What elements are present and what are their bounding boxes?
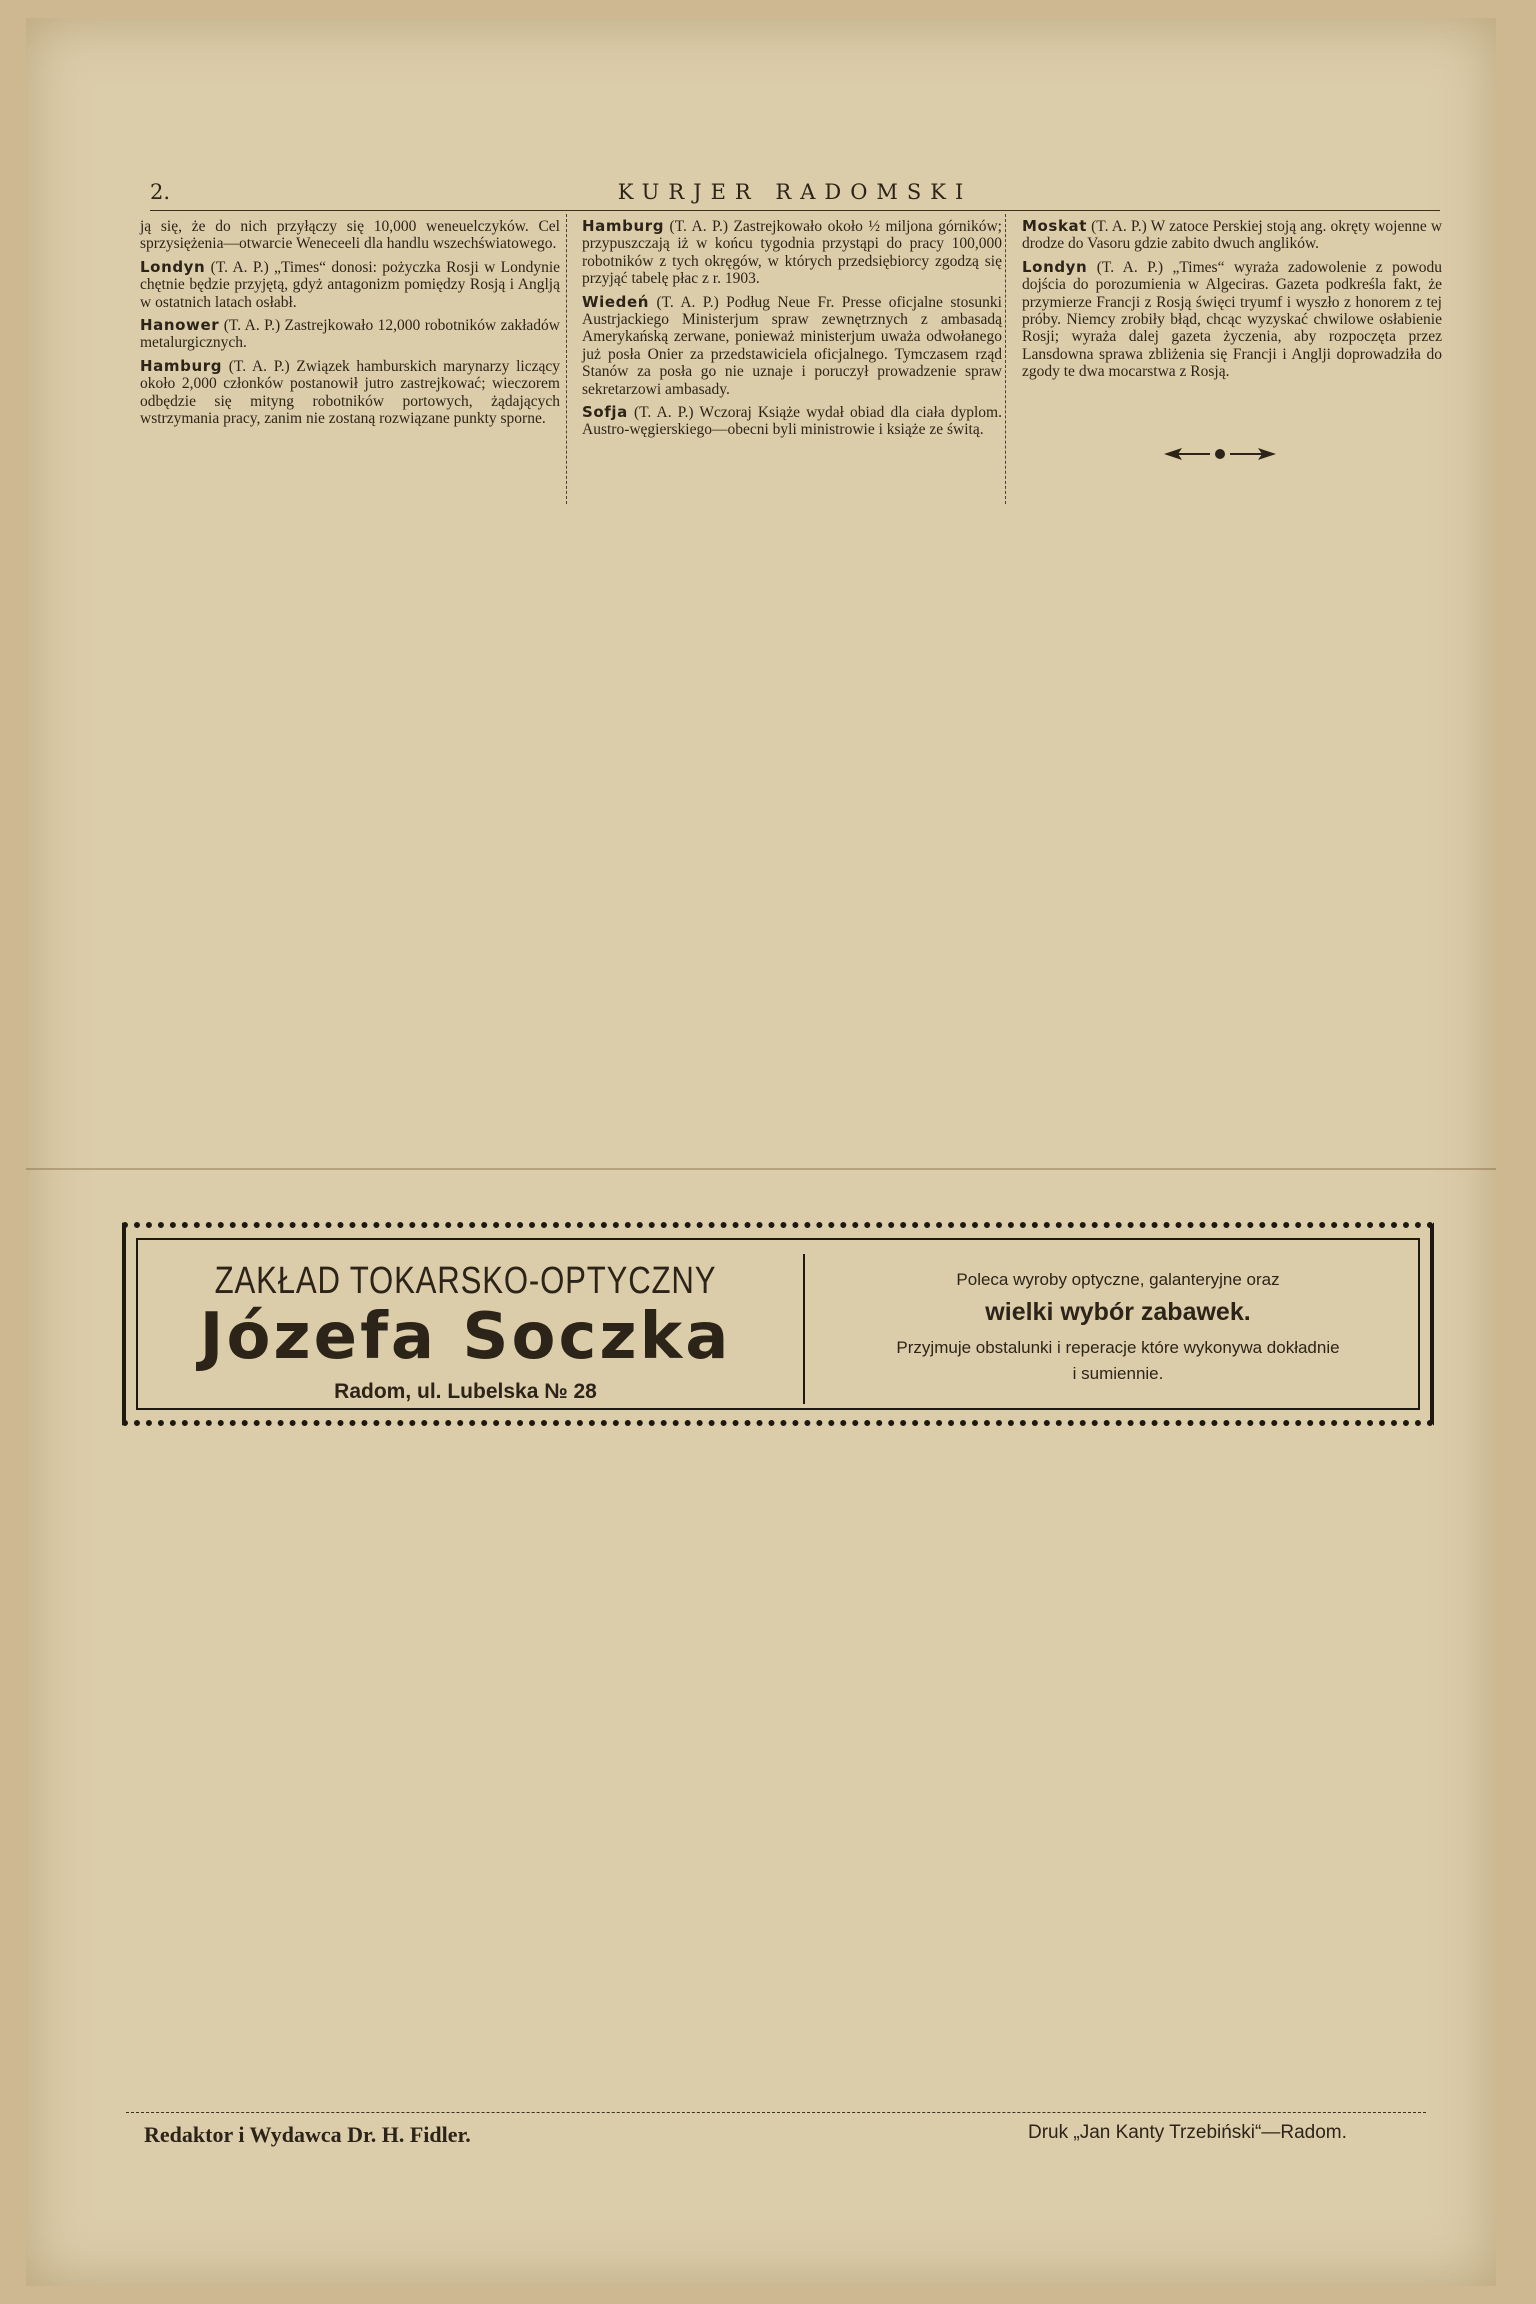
ad-right-panel: [818, 1240, 1418, 1408]
news-item-city: Hamburg: [140, 356, 223, 375]
news-item: [140, 358, 560, 428]
news-item-city: Londyn: [1022, 257, 1088, 276]
news-item-text: (T. A. P.) W zatoce Perskiej stoją ang. okręty wojenne w drodze do Vasoru gdzie zabito dwuch anglików.: [1022, 218, 1443, 253]
ad-business-name: Józefa Soczka: [199, 1300, 732, 1374]
news-item: [140, 259, 560, 311]
footer-editor: Redaktor i Wydawca Dr. H. Fidler.: [144, 2122, 471, 2147]
ad-divider: [803, 1254, 805, 1404]
ad-headline: ZAKŁAD TOKARSKO-OPTYCZNY: [214, 1260, 717, 1302]
ad-offer-line: Poleca wyroby optyczne, galanteryjne oraz: [956, 1270, 1280, 1289]
newspaper-title: KURJER RADOMSKI: [617, 180, 973, 204]
page-header: [150, 180, 1440, 211]
footer-rule: [126, 2112, 1426, 2113]
news-item: [582, 218, 1002, 288]
news-item: [582, 404, 1002, 439]
page-number: 2.: [150, 180, 171, 204]
news-item-city: Londyn: [140, 257, 206, 276]
news-column-3: [1022, 218, 1442, 387]
news-item-text: ją się, że do nich przyłączy się 10,000 weneuelczyków. Cel sprzysiężenia—otwarcie Weneceeli dla handlu wszechświatowego.: [140, 218, 560, 253]
news-column-1: [140, 218, 560, 433]
news-item-city: Moskat: [1022, 217, 1088, 235]
column-divider: [1005, 214, 1006, 504]
news-item-text: (T. A. P.) Zastrejkowało około ½ miljona górników; przypuszczają iż w końcu tygodnia przystąpi do pracy 100,000 robotników z tych okręgów, w których przedsiębiorcy zgodzą się przyjąć tabelę płac z r. 1903.: [582, 218, 1002, 288]
news-item-city: Hamburg: [582, 217, 665, 235]
news-item-text: (T. A. P.) „Times“ wyraża zadowolenie z powodu dojścia do porozumienia w Algeciras. Gazeta podkreśla fakt, że przymierze Francji z Rosją święci tryumf i wyszło z honorem z tej próby. Niemcy zrobiły błąd, chcąc wyzyskać chwilowe osłabienie Rosji; wyraża dalej gazeta życzenia, aby rozpoczęta przez Lansdowna sprawa zbliżenia się Francji i Anglji doprowadziła do zgody te dwa mocarstwa z Rosją.: [1022, 258, 1443, 381]
ad-service-line-end: i sumiennie.: [1072, 1364, 1164, 1383]
page-fold: [26, 1168, 1496, 1170]
ad-left-panel: [138, 1240, 793, 1408]
news-column-2: [582, 218, 1002, 445]
advertisement-frame: [136, 1238, 1420, 1410]
ad-service-line: Przyjmuje obstalunki i reperacje które wykonywa dokładnie: [896, 1338, 1340, 1357]
news-item: [1022, 218, 1442, 253]
news-item-text: (T. A. P.) Wczoraj Książe wydał obiad dla ciała dyplom. Austro-węgierskiego—obecni byli ministrowie i książe ze świtą.: [582, 404, 1002, 439]
column-divider: [566, 214, 567, 504]
arrow-dot-ornament-icon: [1160, 442, 1280, 466]
news-item-city: Hanower: [140, 316, 220, 335]
advertisement-box: [122, 1222, 1434, 1426]
news-item: [582, 294, 1002, 398]
news-item-text: (T. A. P.) Zastrejkowało 12,000 robotników zakładów metalurgicznych.: [140, 317, 560, 352]
footer-printer: Druk „Jan Kanty Trzebiński“—Radom.: [1028, 2122, 1347, 2143]
news-item: [140, 218, 560, 253]
news-item-text: (T. A. P.) Podług Neue Fr. Presse oficjalne stosunki Austrjackiego Ministerjum spraw zewnętrznych z ambasadą Amerykańską zerwane, ponieważ ministerjum uważa odwołanego już posła Onier za przedstawiciela oficjalnego. Tymczasem rząd Stanów za posła go nie uznaje i poruczył prowadzenie spraw sekretarzowi ambasady.: [582, 293, 1002, 398]
news-item: [140, 317, 560, 352]
news-item-city: Wiedeń: [582, 292, 650, 311]
ad-offer-highlight: wielki wybór zabawek.: [985, 1298, 1251, 1326]
news-item-city: Sofja: [582, 403, 628, 422]
news-item: [1022, 259, 1442, 381]
news-item-text: (T. A. P.) „Times“ donosi: pożyczka Rosji w Londynie chętnie będzie przyjętą, gdyż antagonizm pomiędzy Rosją i Anglją w ostatnich latach osłabł.: [140, 258, 561, 311]
ad-address: Radom, ul. Lubelska № 28: [334, 1380, 597, 1403]
news-item-text: (T. A. P.) Związek hamburskich marynarzy liczący około 2,000 członków postanowił jutro zastrejkować; wieczorem odbędzie się mityng robotników portowych, żądających wstrzymania pracy, zanim nie zostaną rozwiązane punkty sporne.: [140, 357, 560, 428]
